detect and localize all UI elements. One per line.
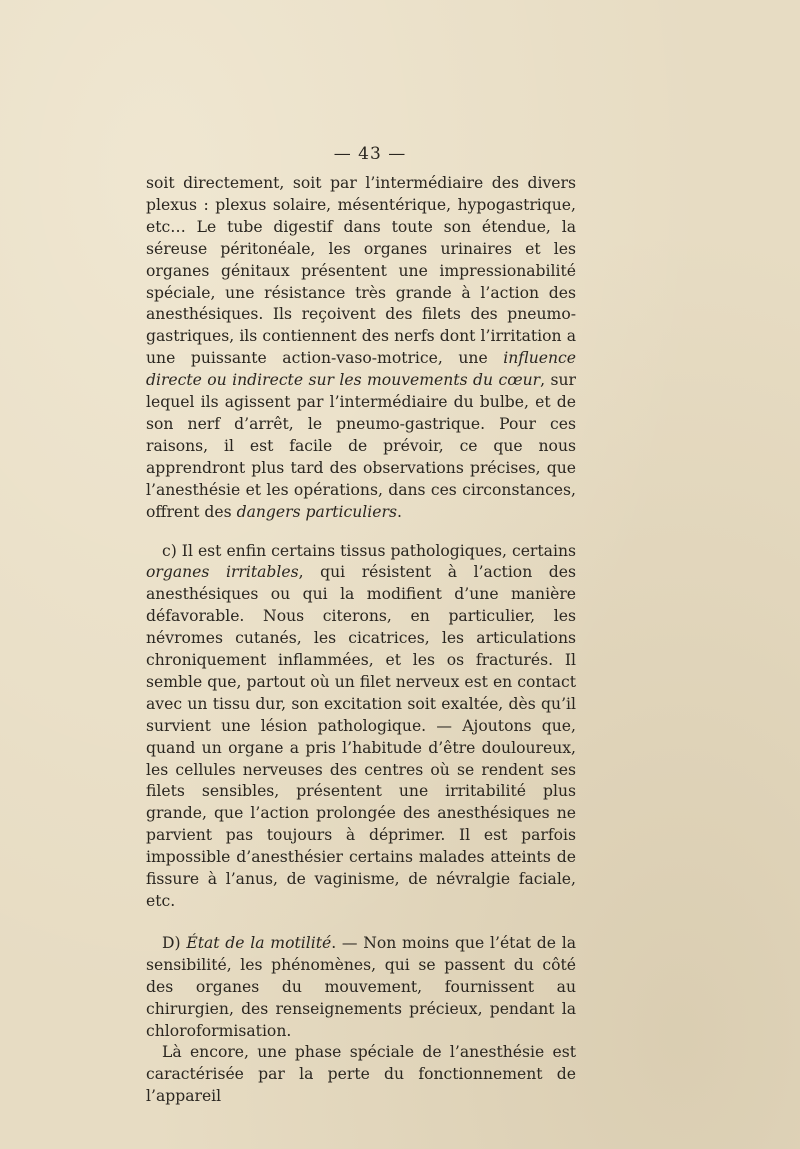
paragraph-irritable-organs: [146, 541, 576, 913]
text-run: , qui résistent à l’action des anesthésiques ou qui la modifient d’une manière défavorable. Nous citerons, en particulier, les névromes cutanés, les cicatrices, les articulations chroniquement inflammées, et les os fracturés. Il semble que, partout où un filet nerveux est en contact avec un tissu dur, son excitation soit exaltée, dès qu’il survient une lésion pathologique. — Ajoutons que, quand un organe a pris l’habitude d’être douloureux, les cellules nerveuses des centres où se rendent ses filets sensibles, présentent une irritabilité plus grande, que l’action prolongée des anesthésiques ne parvient pas toujours à déprimer. Il est parfois impossible d’anesthésier certains malades atteints de fissure à l’anus, de vaginisme, de névralgie faciale, etc.: [146, 563, 577, 910]
text-run: Là encore, une phase spéciale de l’anesthésie est caractérisée par la perte du fonctionnement de l’appareil: [146, 1043, 576, 1106]
italic-phrase: influence directe ou indirecte sur les mouvements du cœur: [146, 349, 576, 390]
text-run: soit directement, soit par l’intermédiaire des divers plexus : plexus solaire, mésentérique, hypogastrique, etc… Le tube digestif dans toute son étendue, la séreuse péritonéale, les organes urinaires et les organes génitaux présentent une impressionabilité spéciale, une résistance très grande à l’action des anesthésiques. Ils reçoivent des filets des pneumo-gastriques, ils contiennent des nerfs dont l’irritation a une puissante action-vaso-motrice, une: [146, 174, 576, 368]
text-run: c) Il est enfin certains tissus pathologiques, certains: [162, 541, 576, 560]
section-heading: État de la motilité: [186, 933, 332, 952]
text-run: . — Non moins que l’état de la sensibilité, les phénomènes, qui se passent du côté des organes du mouvement, fournissent au chirurgien, des renseignements précieux, pendant la chloroformisation.: [146, 933, 576, 1040]
page-number: — 43 —: [333, 144, 407, 164]
paragraph-anesthesia-phase: [146, 1042, 576, 1108]
paragraph-spacer: [146, 913, 576, 933]
paragraph-abdominal-organs: [146, 173, 576, 524]
italic-phrase: dangers particuliers: [236, 502, 397, 521]
body-text: [146, 173, 576, 1108]
text-run: D): [162, 933, 187, 952]
paragraph-spacer: [146, 524, 576, 541]
text-run: .: [396, 502, 402, 521]
paragraph-motility: [146, 933, 576, 1043]
text-run: , sur lequel ils agissent par l’intermédiaire du bulbe, et de son nerf d’arrêt, le pneumo-gastrique. Pour ces raisons, il est facile de prévoir, ce que nous apprendront plus tard des observations précises, que l’anesthésie et les opérations, dans ces circonstances, offrent des: [146, 371, 576, 521]
italic-phrase: organes irritables: [146, 563, 299, 582]
